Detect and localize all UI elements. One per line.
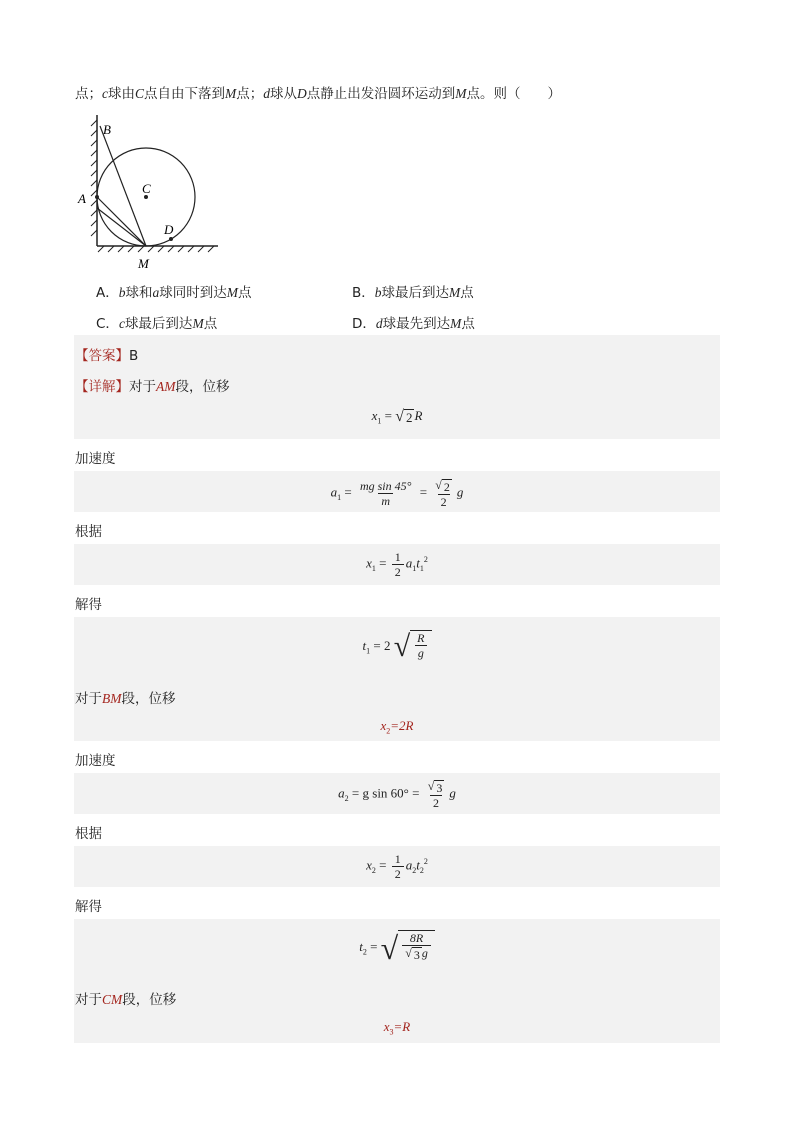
solve-label-2: 解得: [75, 899, 102, 915]
according-label-2: 根据: [75, 826, 102, 842]
eq-x2: $x_2=2R$: [380, 718, 414, 736]
according-label-1: 根据: [75, 524, 102, 540]
answer-line: 【答案】B: [75, 348, 139, 364]
label-c: C: [142, 181, 151, 196]
acc-label-2: 加速度: [75, 753, 116, 769]
eq-x1-kinematic: $x_1$ = $\frac{1}{2}$ $a_1t_1^2$: [366, 550, 428, 579]
geometry-figure: [72, 110, 232, 275]
detail-cm-line: 对于CM段，位移: [75, 992, 177, 1008]
eq-a1: $a_1$ = $\frac{\text{mg sin 45°}}{m}$ = √ 2 2 g: [330, 477, 464, 509]
eq-x3: $x_3=R$: [383, 1019, 411, 1037]
label-d: D: [164, 222, 174, 237]
floor-hatching: [98, 246, 214, 252]
point-d: [169, 237, 173, 241]
option-b[interactable]: B．b球最后到达M点: [352, 285, 474, 301]
label-b: B: [103, 122, 111, 137]
eq-t1: $t_1 = 2$ √ $\frac{R}{g}$: [74, 630, 720, 664]
eq-x2-kinematic: $x_2$ = $\frac{1}{2}$ $a_2t_2^2$: [366, 852, 428, 881]
label-a: A: [78, 191, 86, 206]
label-m: M: [138, 256, 149, 271]
acc-label-1: 加速度: [75, 451, 116, 467]
option-c[interactable]: C．c球最后到达M点: [96, 316, 218, 332]
solve-label-1: 解得: [75, 597, 102, 613]
eq-t2: $t_2$ = √ 8R √ 3 g: [74, 930, 720, 966]
eq-x1: $x_1$ = √ 2 R: [371, 407, 423, 426]
option-d[interactable]: D．d球最先到达M点: [352, 316, 475, 332]
option-a[interactable]: A．b球和a球同时到达M点: [96, 285, 252, 301]
chord-am-1: [97, 197, 146, 246]
wall-hatching: [91, 120, 97, 236]
detail-am-line: 【详解】对于AM段，位移: [75, 379, 230, 395]
question-stem: 点；c球由C点自由下落到M点；d球从D点静止出发沿圆环运动到M点。则（ ）: [75, 86, 562, 102]
point-a: [95, 195, 99, 199]
eq-a2: $a_2 = g$ sin 60° = √ 3 2 g: [338, 778, 456, 810]
detail-bm-line: 对于BM段，位移: [75, 691, 176, 707]
